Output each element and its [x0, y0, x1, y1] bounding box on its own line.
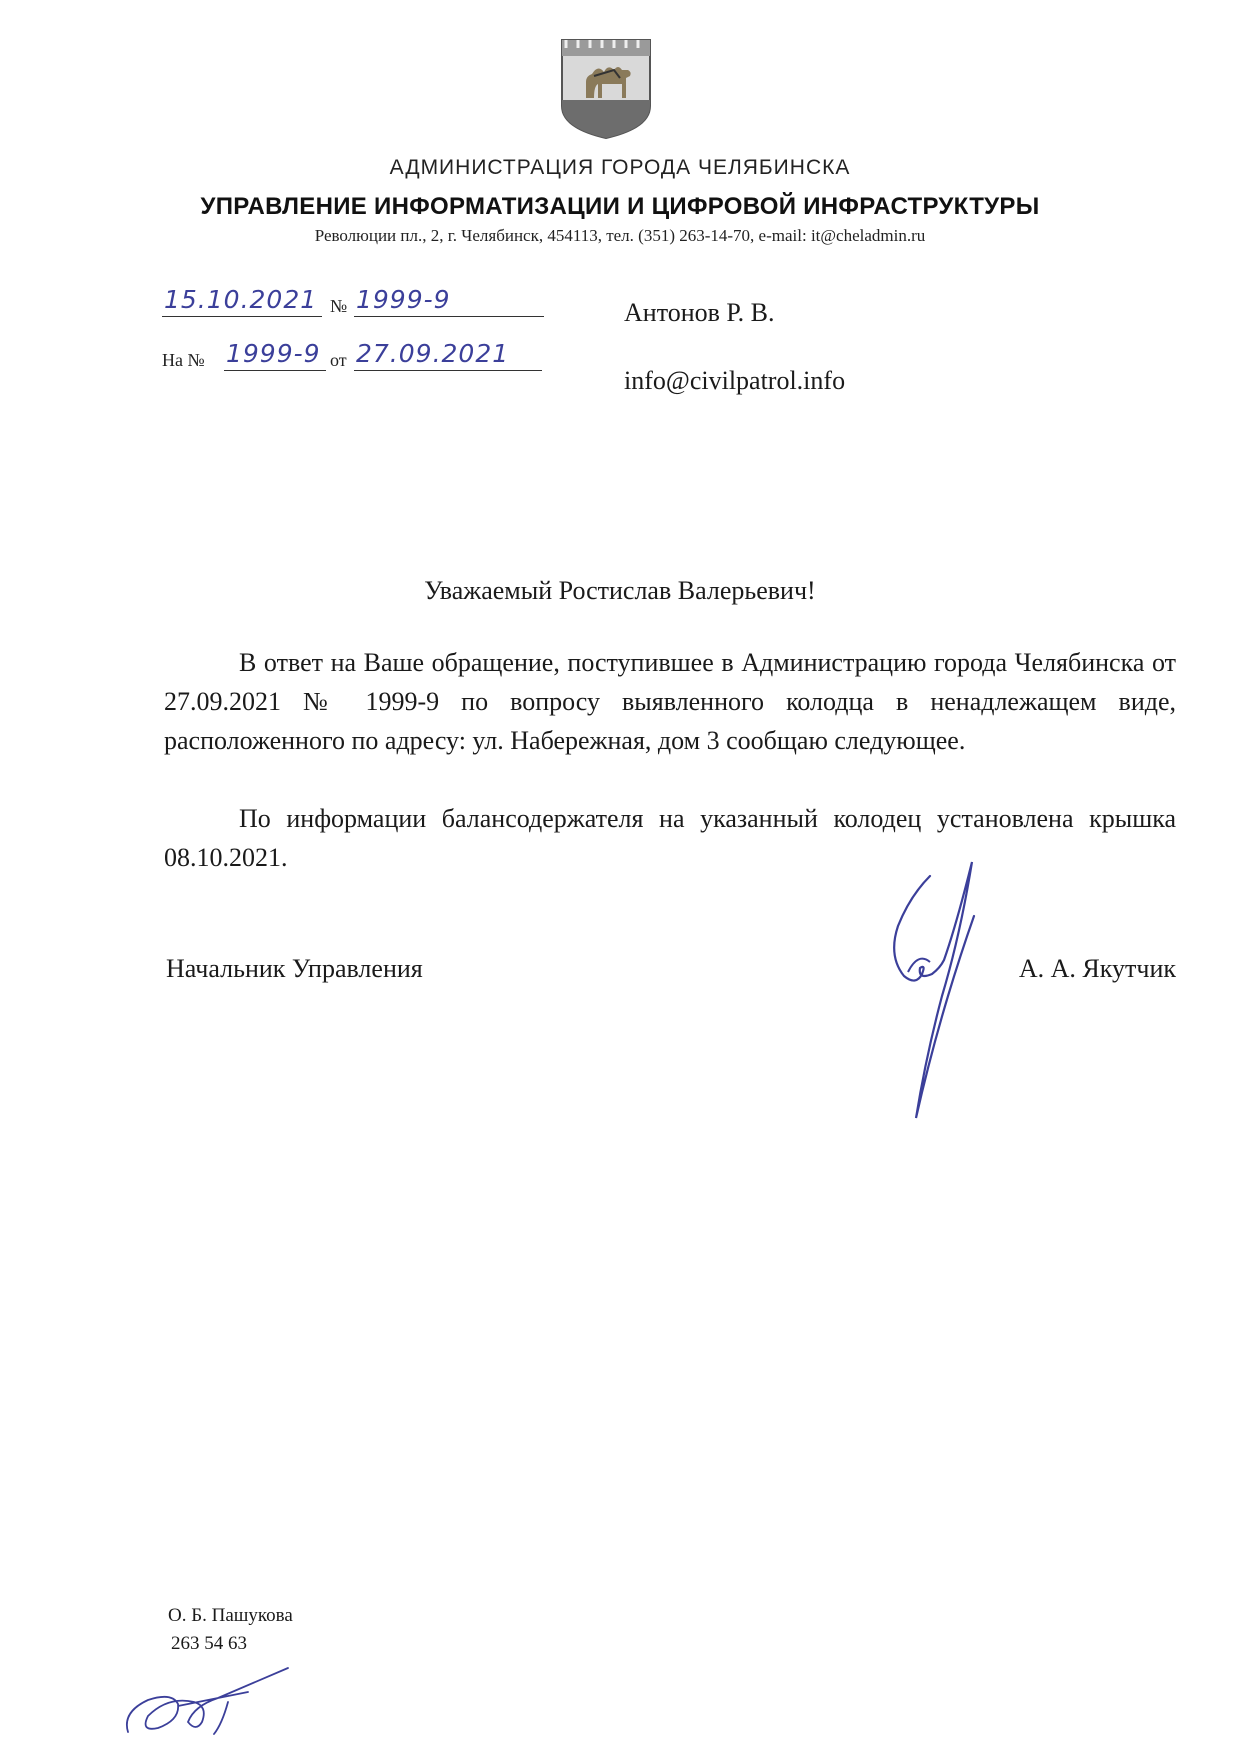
in-reply-number-field: [224, 340, 326, 371]
registration-number-label: №: [330, 296, 348, 316]
in-reply-date: 27.09.2021: [356, 339, 510, 368]
in-reply-from-label: от: [330, 350, 347, 370]
addressee-email: info@civilpatrol.info: [624, 366, 846, 395]
body-paragraph: В ответ на Ваше обращение, поступившее в Администрацию города Челябинска от 27.09.2021 № 1999-9 по вопросу выявленного колодца в ненадлежащем виде, расположенного по адресу: ул. Набережная, дом 3 сообщаю следующее.: [164, 648, 1176, 755]
registration-number: 1999-9: [356, 285, 451, 314]
organization-department-title: УПРАВЛЕНИЕ ИНФОРМАТИЗАЦИИ И ЦИФРОВОЙ ИНФРАСТРУКТУРЫ: [200, 193, 1040, 220]
in-reply-date-field: [354, 340, 542, 371]
executor-phone: 263 54 63: [171, 1633, 247, 1654]
registration-date: 15.10.2021: [164, 285, 318, 314]
signatory-name: А. А. Якутчик: [1018, 954, 1176, 983]
salutation: Уважаемый Ростислав Валерьевич!: [424, 576, 816, 605]
executor-name: О. Б. Пашукова: [168, 1605, 293, 1626]
registration-date-field: [162, 286, 322, 317]
registration-number-field: [354, 286, 544, 317]
handwritten-signature: [860, 856, 1000, 1126]
in-reply-number: 1999-9: [226, 339, 321, 368]
city-emblem-icon: [558, 36, 654, 140]
in-reply-number-label: На №: [162, 350, 205, 370]
organization-address: Революции пл., 2, г. Челябинск, 454113, тел. (351) 263-14-70, e-mail: it@cheladmin.ru: [314, 226, 926, 245]
organization-admin-title: АДМИНИСТРАЦИЯ ГОРОДА ЧЕЛЯБИНСКА: [389, 156, 851, 179]
body-paragraph: По информации балансодержателя на указанный колодец установлена крышка 08.10.2021.: [164, 804, 1176, 872]
executor-initials-signature: [118, 1662, 298, 1742]
addressee-name: Антонов Р. В.: [624, 298, 775, 327]
signatory-position: Начальник Управления: [166, 954, 423, 983]
